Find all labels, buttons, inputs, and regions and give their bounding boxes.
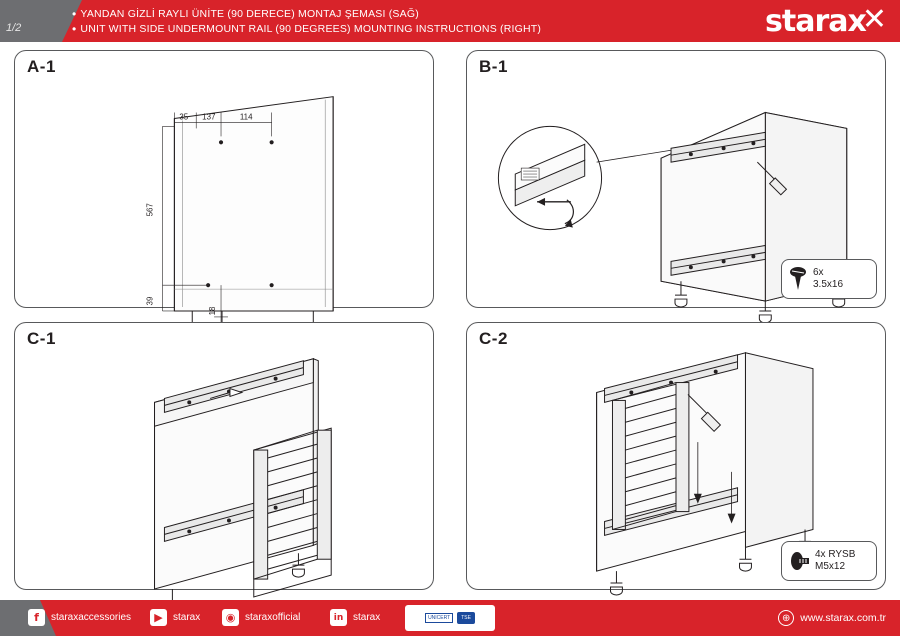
panel-b1 bbox=[466, 50, 886, 308]
social-instagram[interactable] bbox=[222, 609, 300, 626]
title-tr: YANDAN GİZLİ RAYLI ÜNİTE (90 DERECE) MONTAJ ŞEMASI (SAĞ) bbox=[80, 8, 419, 20]
title-en: UNIT WITH SIDE UNDERMOUNT RAIL (90 DEGREES) MOUNTING INSTRUCTIONS (RIGHT) bbox=[80, 23, 542, 35]
bolt-icon bbox=[788, 548, 810, 574]
panel-c2 bbox=[466, 322, 886, 590]
brand-arrow-icon: ✕ bbox=[861, 2, 886, 37]
dim-35: 35 bbox=[179, 112, 189, 122]
social-youtube[interactable] bbox=[150, 609, 200, 626]
social-linkedin-label: starax bbox=[353, 612, 381, 623]
page-header bbox=[0, 0, 900, 42]
header-corner-shape bbox=[0, 0, 62, 42]
part-text-b1 bbox=[813, 267, 843, 291]
globe-icon: ⊕ bbox=[778, 610, 794, 626]
social-facebook-label: staraxaccessories bbox=[51, 612, 132, 623]
panel-c1 bbox=[14, 322, 434, 590]
part-code-c2: M5x12 bbox=[815, 561, 846, 572]
panel-c2-label: C-2 bbox=[479, 329, 508, 348]
dim-567: 567 bbox=[145, 203, 155, 217]
panel-b1-label: B-1 bbox=[479, 57, 508, 76]
header-title-block bbox=[72, 6, 632, 36]
panel-c1-label: C-1 bbox=[27, 329, 56, 348]
social-youtube-label: starax bbox=[173, 612, 201, 623]
certificate-badge bbox=[405, 605, 495, 631]
certificate-line1: UNICERT bbox=[425, 613, 453, 623]
brand-name: starax bbox=[765, 4, 866, 39]
website-link[interactable] bbox=[778, 610, 886, 626]
part-text-c2 bbox=[815, 549, 855, 573]
dim-137: 137 bbox=[202, 112, 216, 122]
social-instagram-label: staraxofficial bbox=[245, 612, 301, 623]
bullet-icon: • bbox=[72, 22, 77, 36]
dim-39: 39 bbox=[145, 296, 155, 306]
instagram-icon: ◉ bbox=[222, 609, 239, 626]
title-line-tr bbox=[72, 6, 632, 21]
facebook-icon: f bbox=[28, 609, 45, 626]
panel-a1-drawing bbox=[15, 51, 433, 316]
page-footer bbox=[0, 600, 900, 636]
screw-icon bbox=[788, 266, 808, 292]
part-callout-b1 bbox=[781, 259, 877, 299]
title-line-en bbox=[72, 21, 632, 36]
dim-114: 114 bbox=[239, 112, 253, 122]
panel-a1 bbox=[14, 50, 434, 316]
page-number: 1/2 bbox=[6, 22, 22, 34]
part-qty-b1: 6x bbox=[813, 267, 824, 278]
bullet-icon: • bbox=[72, 7, 77, 21]
website-label: www.starax.com.tr bbox=[800, 612, 886, 624]
social-facebook[interactable] bbox=[28, 609, 131, 626]
panel-c1-drawing bbox=[15, 323, 433, 589]
brand-logo bbox=[765, 4, 886, 39]
youtube-icon: ▶ bbox=[150, 609, 167, 626]
social-linkedin[interactable] bbox=[330, 609, 380, 626]
part-callout-c2 bbox=[781, 541, 877, 581]
dim-18: 18 bbox=[208, 306, 218, 316]
panel-a1-label: A-1 bbox=[27, 57, 56, 76]
certificate-line3: TSE bbox=[457, 612, 475, 624]
part-qty-c2: 4x RYSB bbox=[815, 549, 856, 560]
part-code-b1: 3.5x16 bbox=[813, 279, 844, 290]
linkedin-icon: in bbox=[330, 609, 347, 626]
